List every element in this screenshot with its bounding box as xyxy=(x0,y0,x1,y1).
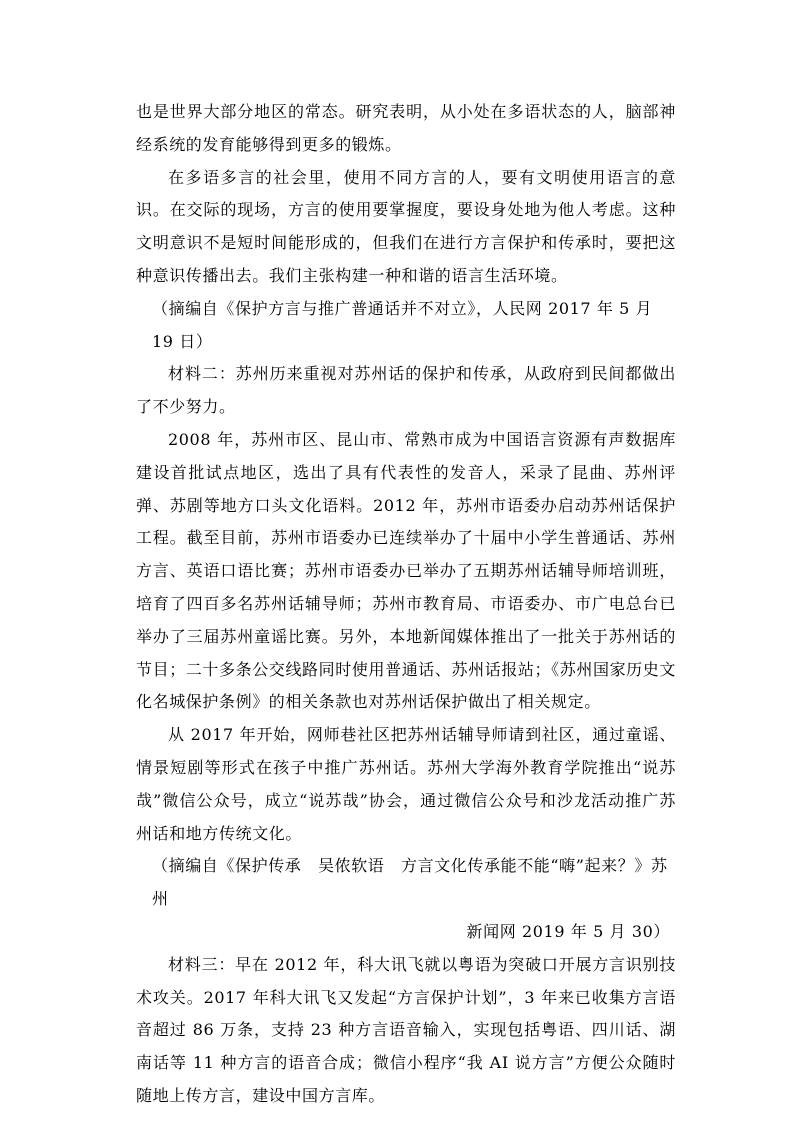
source-citation-2-head: （摘编自《保护传承 吴侬软语 方言文化传承能不能“嗨”起来？》苏州 xyxy=(152,856,668,909)
paragraph-material-three xyxy=(136,949,676,1113)
material-two-label: 材料二： xyxy=(168,364,236,384)
source-citation-2 xyxy=(136,850,676,948)
material-three-text: 早在 2012 年，科大讯飞就以粤语为突破口开展方言识别技术攻关。2017 年科大讯飞又发起“方言保护计划”，3 年来已收集方言语音超过 86 万条，支持 23 种方言语音输入，实现包括粤语、四川话、湖南话等 11 种方言的语音合成；微信小程序“我 AI 说方言”方便公众随时随地上传方言，建设中国方言库。 xyxy=(136,954,677,1105)
paragraph-suzhou-efforts: 2008 年，苏州市区、昆山市、常熟市成为中国语言资源有声数据库建设首批试点地区，选出了具有代表性的发音人，采录了昆曲、苏州评弹、苏剧等地方口头文化语料。2012 年，苏州市语委办启动苏州话保护工程。截至目前，苏州市语委办已连续举办了十届中小学生普通话、苏州方言、英语口语比赛；苏州市语委办已举办了五期苏州话辅导师培训班，培育了四百多名苏州话辅导师；苏州市教育局、市语委办、市广电总台已举办了三届苏州童谣比赛。另外，本地新闻媒体推出了一批关于苏州话的节目；二十多条公交线路同时使用普通话、苏州话报站；《苏州国家历史文化名城保护条例》的相关条款也对苏州话保护做出了相关规定。 xyxy=(136,429,676,712)
material-two-text: 苏州历来重视对苏州话的保护和传承，从政府到民间都做出了不少努力。 xyxy=(136,364,676,417)
source-citation-2-tail: 新闻网 2019 年 5 月 30） xyxy=(466,921,670,941)
paragraph-continuation: 也是世界大部分地区的常态。研究表明，从小处在多语状态的人，脑部神经系统的发育能够得到更多的锻炼。 xyxy=(136,102,676,154)
article-body xyxy=(136,96,676,1113)
material-three-label: 材料三： xyxy=(168,954,236,974)
source-citation-1: （摘编自《保护方言与推广普通话并不对立》，人民网 2017 年 5 月 19 日） xyxy=(152,298,653,351)
paragraph-language-civility: 在多语多言的社会里，使用不同方言的人，要有文明使用语言的意识。在交际的现场，方言的使用要掌握度，要设身处地为他人考虑。这种文明意识不是短时间能形成的，但我们在进行方言保护和传承时，要把这种意识传播出去。我们主张构建一种和谐的语言生活环境。 xyxy=(136,167,676,285)
paragraph-community-promotion: 从 2017 年开始，网师巷社区把苏州话辅导师请到社区，通过童谣、情景短剧等形式在孩子中推广苏州话。苏州大学海外教育学院推出“说苏哉”微信公众号，成立“说苏哉”协会，通过微信公众号和沙龙活动推广苏州话和地方传统文化。 xyxy=(136,725,676,843)
paragraph-material-two-intro xyxy=(136,358,676,424)
